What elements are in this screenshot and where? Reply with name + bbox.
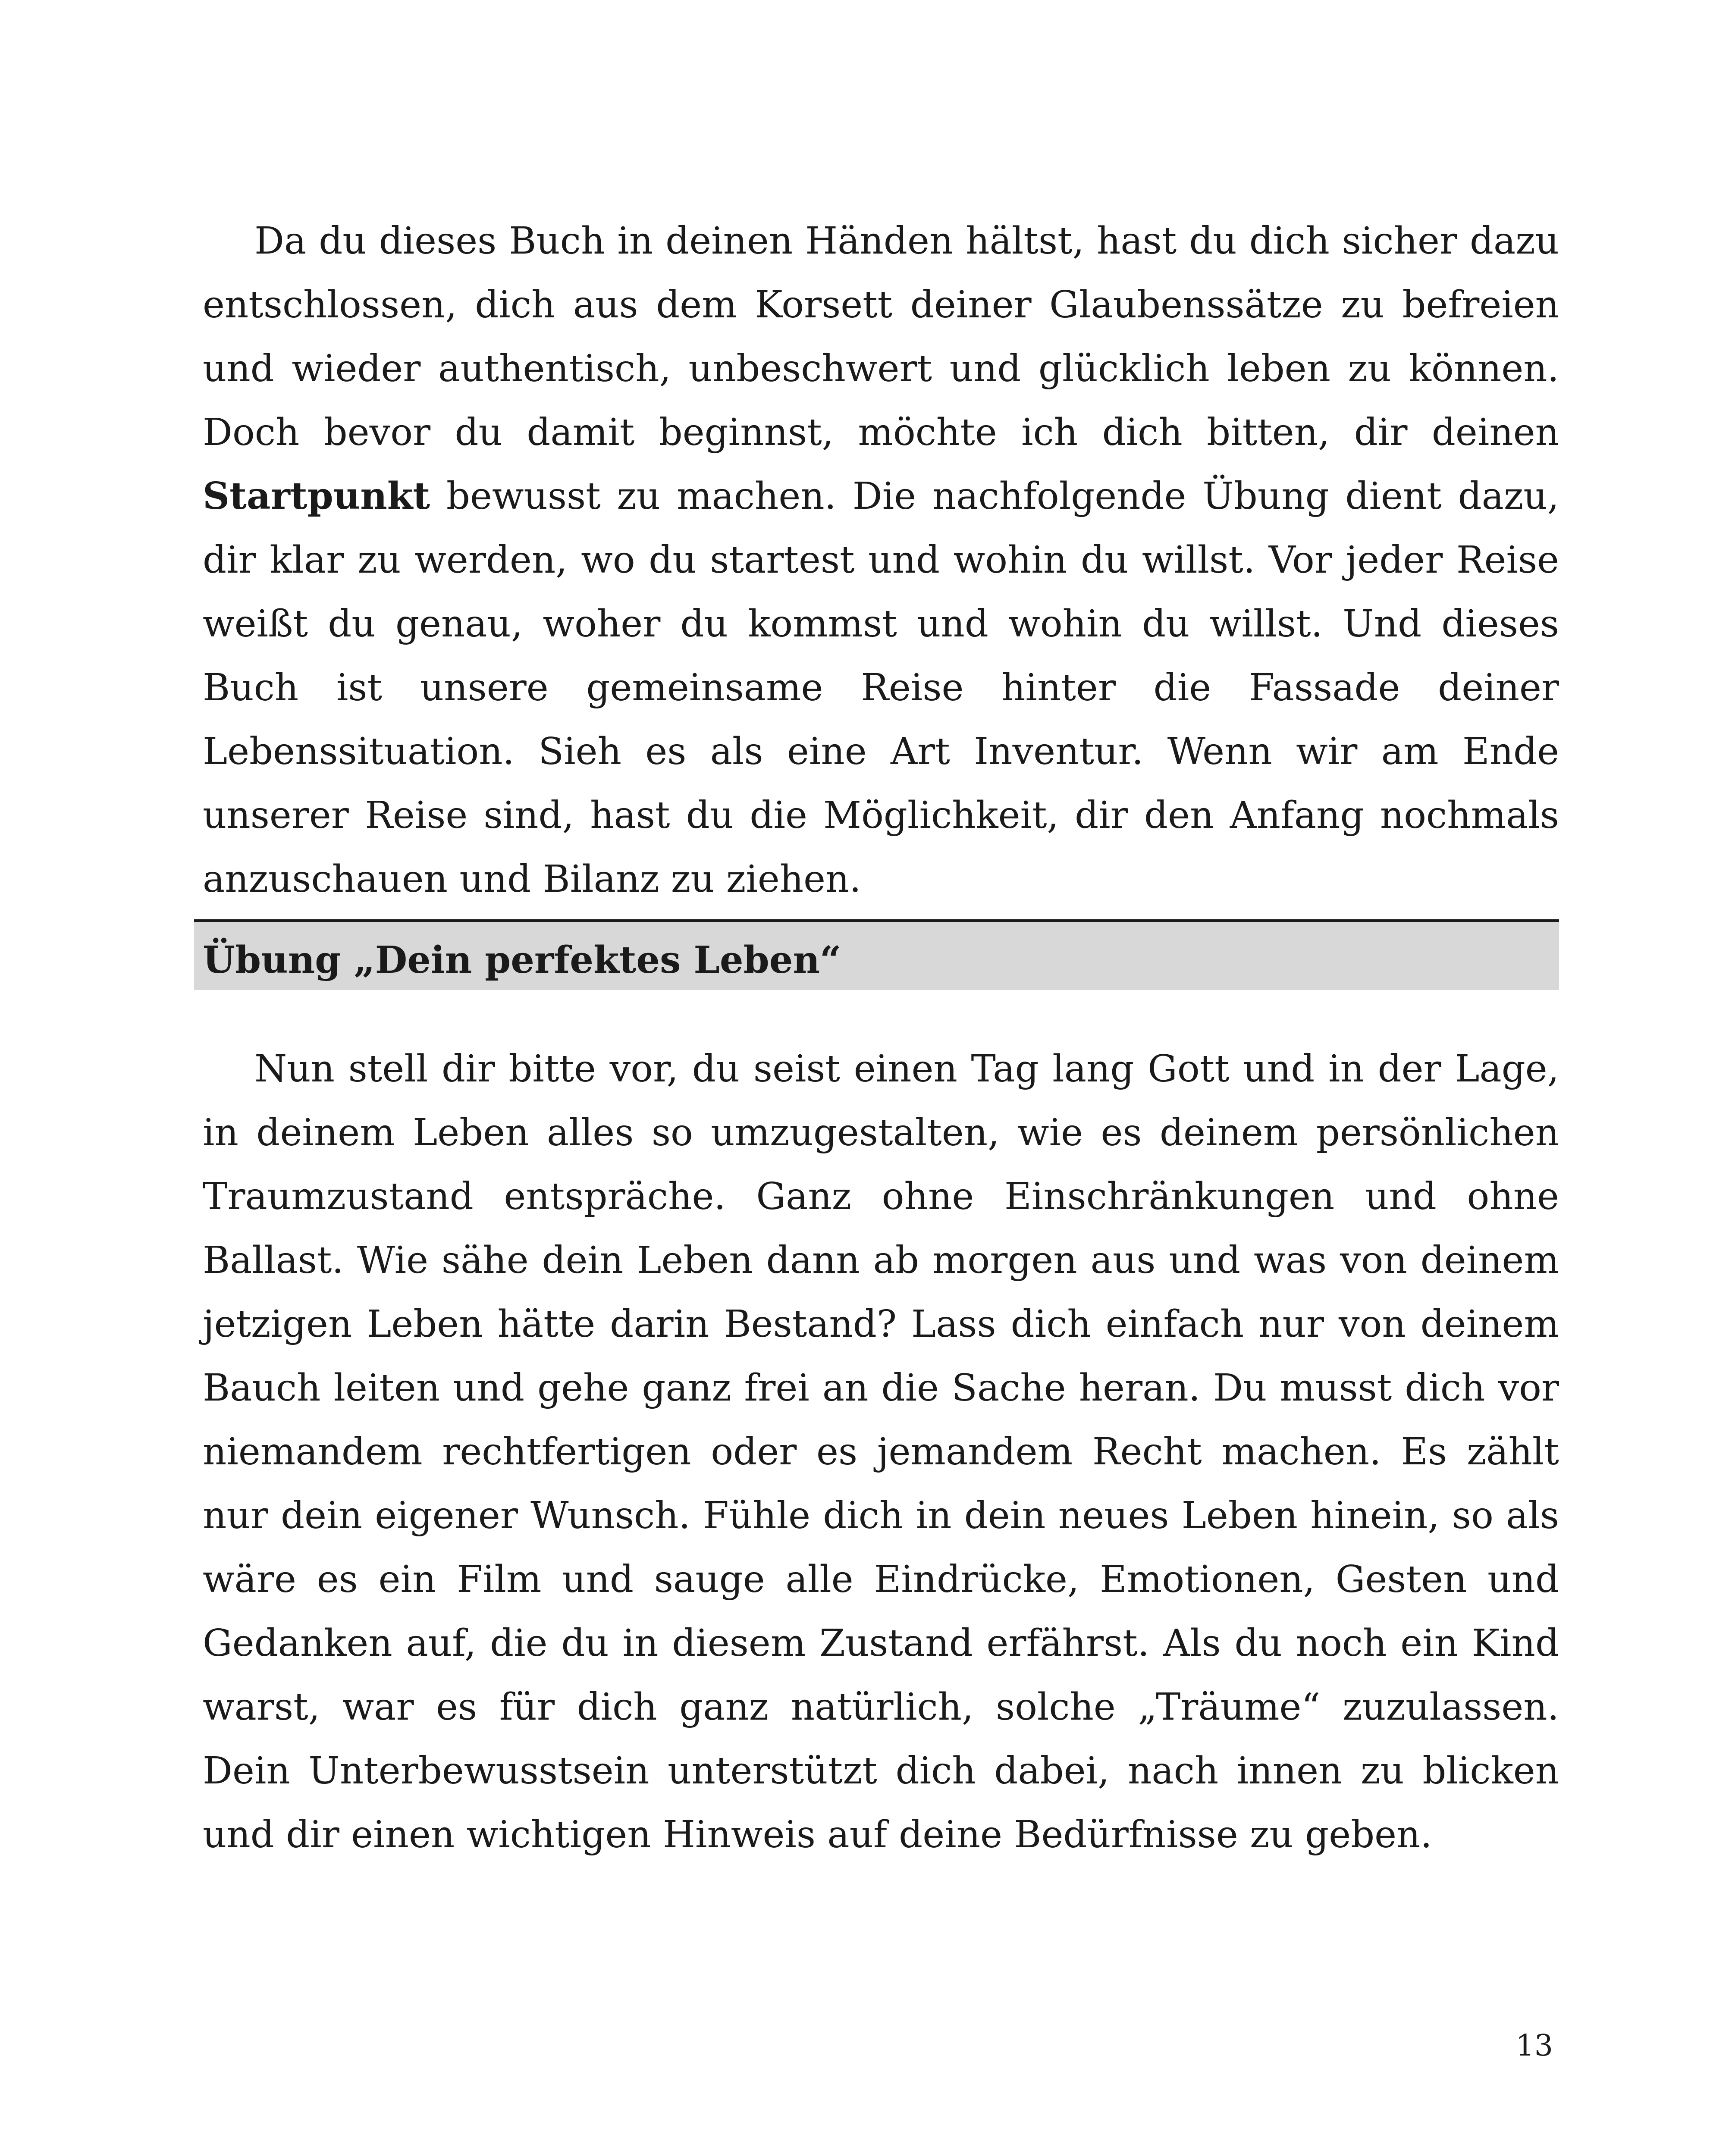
- exercise-heading-box: [194, 919, 1559, 990]
- exercise-paragraph: Nun stell dir bitte vor, du seist einen Tag lang Gott und in der Lage, in deinem Leben alles so umzugestalten, wie es deinem persönlichen Traumzustand entspräche. Ganz ohne Einschränkungen und ohne Ballast. Wie sähe dein Leben dann ab morgen aus und was von deinem jetzigen Leben hätte darin Bestand? Lass dich einfach nur von deinem Bauch leiten und gehe ganz frei an die Sache heran. Du musst dich vor niemandem rechtfertigen oder es jemandem Recht machen. Es zählt nur dein eigener Wunsch. Fühle dich in dein neues Leben hinein, so als wäre es ein Film und sauge alle Eindrücke, Emotionen, Gesten und Gedanken auf, die du in diesem Zustand erfährst. Als du noch ein Kind warst, war es für dich ganz natürlich, solche „Träume“ zuzulassen. Dein Unterbewusstsein unterstützt dich dabei, nach innen zu blicken und dir einen wichtigen Hinweis auf deine Bedürfnisse zu geben.: [203, 1047, 1559, 1856]
- intro-paragraph-text-end: bewusst zu machen. Die nachfolgende Übung dient dazu, dir klar zu werden, wo du startest und wohin du willst. Vor jeder Reise weißt du genau, woher du kommst und wohin du willst. Und dieses Buch ist unsere gemeinsame Reise hinter die Fassade deiner Lebenssituation. Sieh es als eine Art Inventur. Wenn wir am Ende unserer Reise sind, hast du die Möglichkeit, dir den Anfang nochmals anzuschauen und Bilanz zu ziehen.: [203, 475, 1559, 901]
- intro-paragraph-text-start: Da du dieses Buch in deinen Händen hältst, hast du dich sicher dazu entschlossen, dich aus dem Korsett deiner Glaubenssätze zu befreien und wieder authentisch, unbeschwert und glücklich leben zu können. Doch bevor du damit beginnst, möchte ich dich bitten, dir deinen: [203, 219, 1559, 454]
- page-number: 13: [1516, 2029, 1553, 2063]
- startpunkt-emphasis: Startpunkt: [203, 474, 430, 518]
- exercise-heading-title: Übung „Dein perfektes Leben“: [203, 938, 841, 982]
- intro-paragraph: [203, 209, 1559, 911]
